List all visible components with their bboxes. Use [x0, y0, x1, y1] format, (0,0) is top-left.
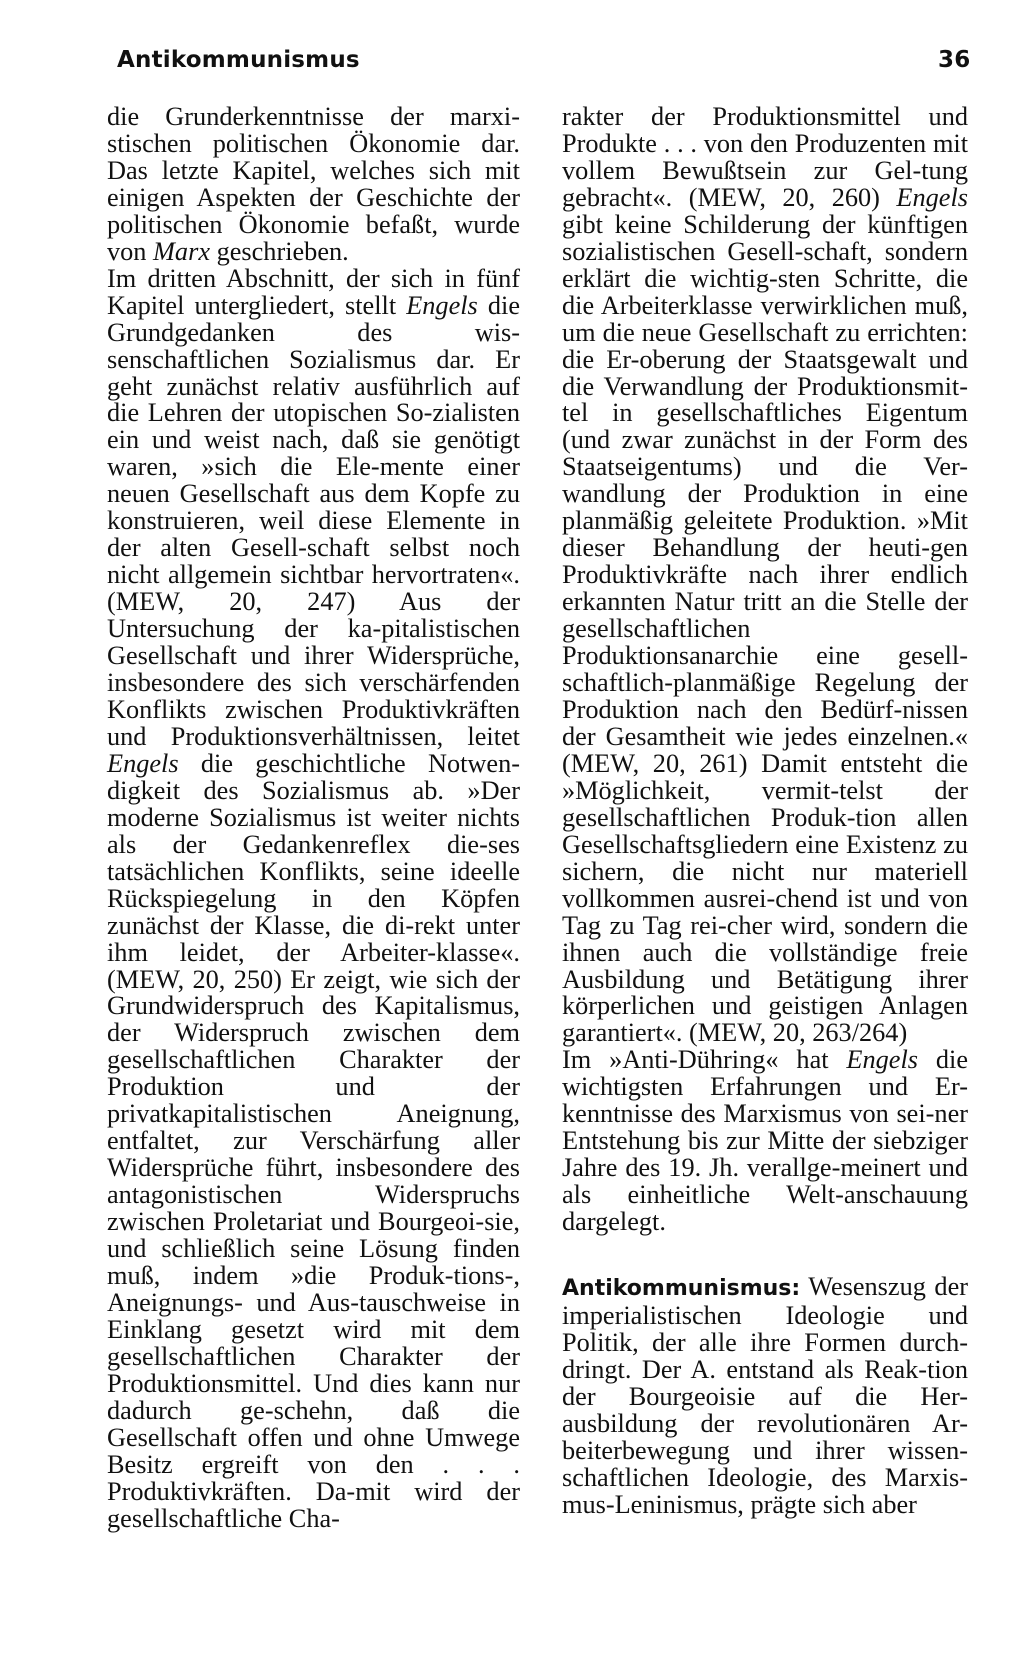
text-line: entfaltet, zur Verschärfung aller: [107, 1126, 520, 1156]
text-line: Köpfen zunächst der Klasse, die di-: [107, 883, 520, 940]
text-line: ausbildung der revolutionären Ar-: [562, 1408, 968, 1438]
text-line: Wesenszug: [800, 1272, 926, 1302]
text-line: tel in gesellschaftliches Eigentum: [562, 398, 968, 428]
text-line: Im »Anti-Dühring« hat: [562, 1045, 847, 1075]
text-line: zwischen Produktivkräften und: [107, 694, 520, 751]
headword: Antikommunismus:: [562, 1276, 801, 1302]
text-line: schehn, daß die Gesellschaft offen: [107, 1395, 520, 1452]
text-line: die geschichtliche Notwen-: [178, 748, 520, 778]
author-name: Engels: [406, 290, 478, 320]
text-line: künftigen sozialistischen Gesell-: [562, 209, 968, 266]
text-line: wandlung der Produktion in eine: [562, 479, 968, 509]
text-line: ses tatsächlichen Konflikts, seine: [107, 829, 520, 886]
author-name: Engels: [107, 748, 179, 778]
text-line: ihrer Widersprüche, insbesondere: [107, 641, 520, 698]
author-name: Engels: [896, 182, 968, 212]
text-line: schaft selbst noch nicht allgemein: [107, 533, 520, 590]
author-name: Marx: [153, 236, 210, 266]
text-line: die: [918, 1045, 969, 1075]
text-line: nichts als der Gedankenreflex die-: [107, 802, 520, 859]
text-line: sie genötigt waren, »sich die Ele-: [107, 425, 521, 482]
text-line: des Staatseigentums) und die Ver-: [562, 425, 968, 482]
text-line: Charakter der Produktion und der: [107, 1045, 521, 1102]
text-line: von den . . . Produktivkräften. Da-: [107, 1449, 520, 1506]
text-line: planmäßig geleitete Produktion.: [562, 506, 907, 536]
text-line: Produkte . . . von den Produzenten: [562, 128, 927, 158]
text-line: (und zwar zunächst in der Form: [562, 425, 922, 455]
paragraph: [562, 104, 968, 1047]
text-line: anschauung dargelegt.: [562, 1180, 968, 1237]
text-line: (MEW, 20, 263/264): [689, 1018, 908, 1048]
text-line: entsteht die »Möglichkeit, vermit-: [562, 748, 969, 805]
text-line: sten Schritte, die die Arbeiterklasse: [562, 263, 968, 320]
text-line: Produktionsanarchie eine gesell-: [562, 641, 968, 671]
text-line: Verwandlung der Produktionsmit-: [603, 371, 968, 401]
text-line: senschaftlichen Sozialismus dar. Er: [107, 344, 520, 374]
text-line: wie sich der Grundwiderspruch: [107, 964, 521, 1021]
text-line: der imperialistischen Ideologie und: [562, 1272, 968, 1330]
text-line: der politischen Ökonomie befaßt,: [107, 182, 520, 239]
text-line: finden muß, indem »die Produk-: [107, 1234, 521, 1290]
text-line: moderne Sozialismus ist weiter: [107, 802, 448, 832]
text-line: die Stelle der gesellschaftlichen: [562, 587, 968, 644]
text-line: Gesellschaft zu errichten: die Er-: [562, 317, 968, 374]
text-line: und ohne Umwege Besitz ergreift: [107, 1422, 520, 1479]
text-line: kenntnisse des Marxismus von sei-: [562, 1099, 935, 1129]
text-line: 247) Aus der Untersuchung der ka-: [107, 587, 520, 644]
paragraph: [562, 1047, 968, 1236]
text-line: tauschweise in Einklang gesetzt: [107, 1287, 520, 1344]
text-line: stischen politischen Ökonomie dar.: [107, 128, 520, 158]
left-column: [107, 104, 520, 1533]
text-line: mus-Leninismus, prägte sich aber: [562, 1489, 917, 1519]
text-line: schaft, sondern erklärt die wichtig-: [562, 236, 968, 293]
text-line: wichtigsten Erfahrungen und Er-: [562, 1072, 968, 1102]
text-line: sie, und schließlich seine Lösung: [107, 1207, 520, 1264]
text-line: fünf Kapitel untergliedert, stellt: [107, 263, 520, 320]
text-line: und Betätigung ihrer körperlichen: [562, 964, 968, 1021]
text-line: klasse«. (MEW, 20, 250) Er zeigt,: [107, 937, 520, 994]
text-line: die Grunderkenntnisse der marxi-: [107, 102, 520, 131]
text-line: privatkapitalistischen Aneignung,: [107, 1099, 520, 1129]
text-line: die vollständige freie Ausbildung: [562, 937, 969, 994]
text-line: diese Elemente in der alten Gesell-: [107, 506, 520, 563]
text-line: nissen der Gesamtheit wie jedes: [562, 694, 968, 751]
text-line: Widersprüche führt, insbesondere: [107, 1153, 473, 1183]
text-line: meinert und als einheitliche Welt-: [562, 1153, 968, 1210]
text-line: ideelle Rückspiegelung in den: [107, 856, 520, 913]
text-line: dem Kopfe zu konstruieren, weil: [107, 479, 520, 536]
text-line: telst der gesellschaftlichen Produk-: [562, 775, 968, 832]
text-line: Im dritten Abschnitt, der sich in: [107, 263, 465, 293]
text-line: zialisten ein und weist nach, daß: [107, 398, 520, 455]
right-column: [562, 104, 968, 1519]
text-line: rekt unter ihm leidet, der Arbeiter-: [107, 910, 520, 967]
text-line: des sich verschärfenden Konflikts: [107, 668, 520, 724]
text-line: schaftlichen Ideologie, des Marxis-: [562, 1462, 968, 1492]
text-line: tion allen Gesellschaftsgliedern: [562, 802, 968, 859]
text-line: zwischen Proletariat und Bourgeoi-: [107, 1207, 485, 1237]
text-line: dringt. Der A. entstand als Reak-: [562, 1354, 928, 1384]
text-line: wird mit dem gesellschaftlichen: [107, 1314, 520, 1371]
paragraph: [107, 104, 520, 266]
text-line: und geistigen Anlagen garantiert«.: [562, 991, 968, 1048]
text-line: Das letzte Kapitel, welches sich mit: [107, 155, 520, 185]
text-line: verwirklichen muß, um die neue: [562, 290, 968, 347]
text-line: einzelnen.« (MEW, 20, 261) Damit: [562, 721, 968, 778]
text-line: Charakter der Produktionsmittel.: [107, 1341, 521, 1398]
text-line: Politik, der alle ihre Formen durch-: [562, 1327, 968, 1357]
text-line: tung gebracht«. (MEW, 20, 260): [562, 155, 968, 212]
text-line: »Mit dieser Behandlung der heuti-: [562, 506, 968, 563]
text-line: nur materiell vollkommen ausrei-: [562, 856, 968, 913]
text-line: ner Entstehung bis zur Mitte der: [562, 1099, 968, 1156]
text-line: chend ist und von Tag zu Tag rei-: [562, 883, 968, 940]
text-line: sichtbar hervortraten«. (MEW, 20,: [107, 560, 520, 617]
text-line: auf die Lehren der utopischen So-: [107, 371, 520, 428]
text-line: siebziger Jahre des 19. Jh. verallge-: [562, 1126, 969, 1183]
text-line: Und dies kann nur dadurch ge-: [107, 1368, 520, 1425]
text-line: oberung der Staatsgewalt und die: [562, 344, 968, 401]
dictionary-entry: [562, 1274, 968, 1519]
text-line: der Produktion nach den Bedürf-: [562, 668, 969, 724]
text-line: tion der Bourgeoisie auf die Her-: [562, 1354, 968, 1411]
text-line: des antagonistischen Widerspruchs: [107, 1153, 521, 1210]
text-line: Produktionsverhältnissen, leitet: [170, 721, 520, 751]
author-name: Engels: [846, 1045, 918, 1075]
text-line: schaftlich-planmäßige Regelung: [562, 668, 916, 698]
text-line: mit vollem Bewußtsein zur Gel-: [562, 128, 969, 185]
text-line: gibt keine Schilderung der: [562, 209, 856, 239]
text-line: mente einer neuen Gesellschaft aus: [107, 452, 520, 509]
text-line: eine Existenz zu sichern, die nicht: [562, 829, 968, 886]
text-line: tions-, Aneignungs- und Aus-: [107, 1260, 520, 1317]
text-line: beiterbewegung und ihrer wissen-: [562, 1435, 968, 1465]
page-number: 36: [938, 47, 971, 73]
text-line: gen Produktivkräfte nach ihrer: [562, 533, 968, 590]
text-line: die Grundgedanken des wis-: [107, 290, 520, 347]
paragraph: [107, 263, 521, 1533]
text-line: wurde von: [107, 209, 521, 266]
text-line: rakter der Produktionsmittel und: [562, 102, 968, 131]
text-line: pitalistischen Gesellschaft und: [107, 614, 520, 671]
text-line: geht zunächst relativ ausführlich: [107, 371, 473, 401]
entry-separator: [562, 1236, 968, 1274]
text-line: endlich erkannten Natur tritt an: [562, 560, 968, 617]
text-line: geschrieben.: [210, 236, 349, 266]
text-line: digkeit des Sozialismus ab. »Der: [107, 775, 520, 805]
text-line: zwischen dem gesellschaftlichen: [107, 1018, 521, 1075]
text-line: des Kapitalismus, der Widerspruch: [107, 991, 520, 1048]
text-line: einigen Aspekten der Geschichte: [107, 182, 473, 212]
text-line: mit wird der gesellschaftliche Cha-: [107, 1476, 521, 1533]
text-line: cher wird, sondern die ihnen auch: [562, 910, 968, 967]
running-head-title: Antikommunismus: [117, 47, 360, 73]
